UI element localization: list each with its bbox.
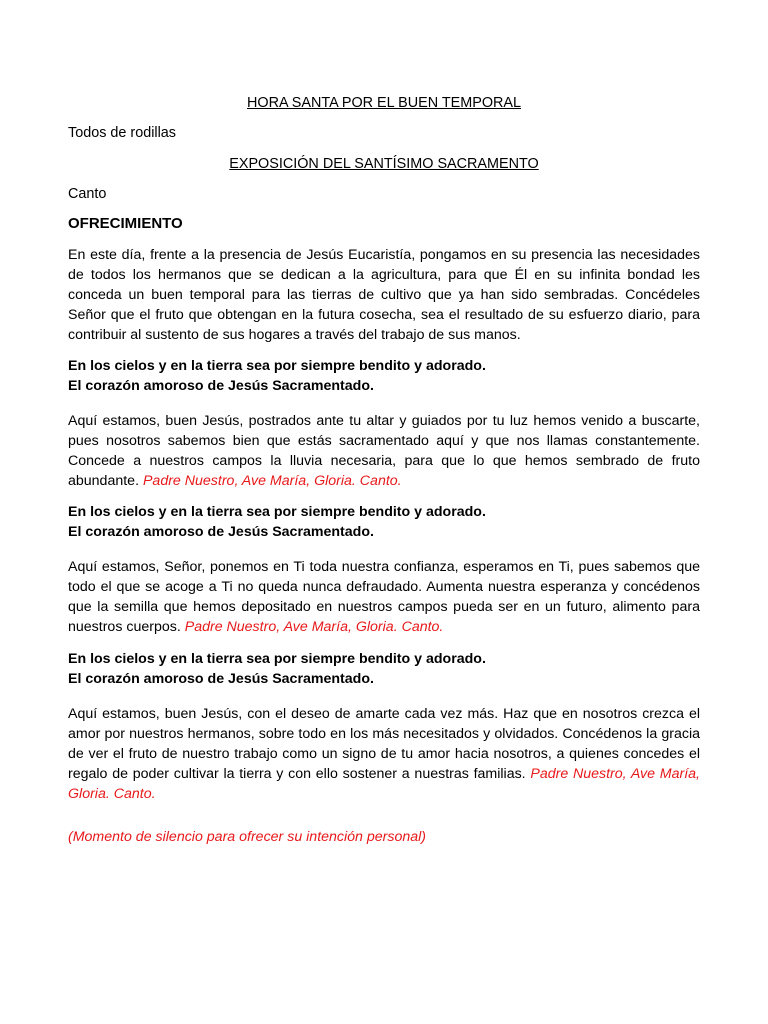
paragraph-1-text: Aquí estamos, buen Jesús, postrados ante tu altar y guiados por tu luz hemos venido a buscarte, pues nosotros sabemos bien que estás sacramentado aquí y que nos llamas constantemente. Concede a nuestros campos la lluvia necesaria, para que lo que hemos sembrado de fruto abundante.: [68, 413, 700, 489]
prayer-paragraph-3: [68, 704, 700, 804]
refrain-line-1: En los cielos y en la tierra sea por siempre bendito y adorado.: [68, 504, 486, 520]
page-title: HORA SANTA POR EL BUEN TEMPORAL: [246, 95, 522, 111]
prayer-paragraph-2: [68, 557, 700, 637]
canto-label: Canto: [68, 186, 107, 202]
silence-note: (Momento de silencio para ofrecer su intención personal): [68, 829, 427, 845]
refrain-line-1: En los cielos y en la tierra sea por siempre bendito y adorado.: [68, 651, 486, 667]
refrain-block: [68, 649, 486, 689]
offering-paragraph: En este día, frente a la presencia de Jesús Eucaristía, pongamos en su presencia las necesidades de todos los hermanos que se dedican a la agricultura, para que Él en su infinita bondad les conceda un buen temporal para las tierras de cultivo que ya han sido sembradas. Concédeles Señor que el fruto que obtengan en la futura cosecha, sea el resultado de su esfuerzo diario, para contribuir al sustento de sus hogares a través del trabajo de sus manos.: [68, 247, 700, 343]
prayers-note-2: Padre Nuestro, Ave María, Gloria. Canto.: [184, 619, 444, 635]
prayers-note-1: Padre Nuestro, Ave María, Gloria. Canto.: [142, 473, 402, 489]
instruction-text: Todos de rodillas: [68, 125, 176, 141]
prayer-paragraph-1: [68, 411, 700, 491]
refrain-block: [68, 502, 486, 542]
paragraph-2-text: Aquí estamos, Señor, ponemos en Ti toda nuestra confianza, esperamos en Ti, pues sabemos que todo el que se acoge a Ti no queda nunca defraudado. Aumenta nuestra esperanza y concédenos que la semilla que hemos depositado en nuestros campos pueda ser en un futuro, alimento para nuestros cuerpos.: [68, 559, 700, 635]
paragraph-3-text: Aquí estamos, buen Jesús, con el deseo de amarte cada vez más. Haz que en nosotros crezca el amor por nuestros hermanos, sobre todo en los más necesitados y olvidados. Concédenos la gracia de ver el fruto de nuestro trabajo como un signo de tu amor hacia nosotros, a quienes concedes el regalo de poder cultivar la tierra y con ello sostener a nuestras familias.: [68, 706, 700, 782]
refrain-line-2: El corazón amoroso de Jesús Sacramentado.: [68, 378, 374, 394]
refrain-line-2: El corazón amoroso de Jesús Sacramentado.: [68, 671, 374, 687]
page-subtitle: EXPOSICIÓN DEL SANTÍSIMO SACRAMENTO: [229, 156, 539, 172]
refrain-block: [68, 356, 486, 396]
prayers-note-3: Padre Nuestro, Ave María, Gloria. Canto.: [68, 766, 700, 802]
section-heading: OFRECIMIENTO: [68, 215, 183, 232]
refrain-line-2: El corazón amoroso de Jesús Sacramentado.: [68, 524, 374, 540]
refrain-line-1: En los cielos y en la tierra sea por siempre bendito y adorado.: [68, 358, 486, 374]
